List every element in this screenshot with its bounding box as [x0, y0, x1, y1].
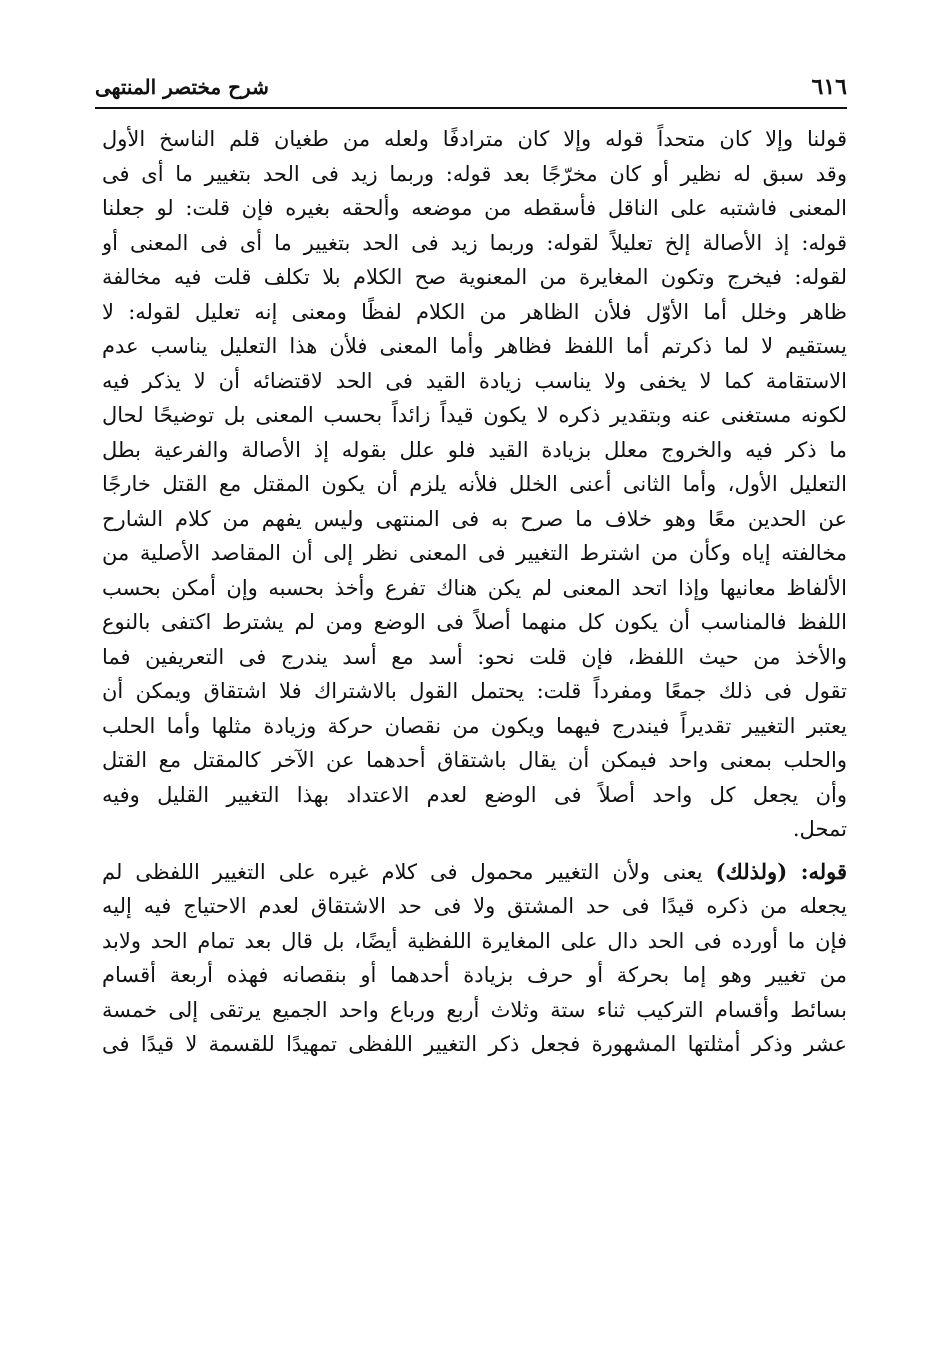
page-number: ٦١٦: [811, 74, 847, 100]
text-line: يستقيم لا لما ذكرتم أما اللفظ فظاهر وأما المعنى فلأن هذا التعليل يناسب عدم: [102, 334, 847, 358]
text-line: تقول فى ذلك جمعًا ومفرداً قلت: يحتمل القول بالاشتراك فلا اشتقاق ويمكن أن: [102, 679, 847, 703]
text-line: تمحل.: [792, 817, 847, 841]
text-line: ما ذكر فيه والخروج معلل بزيادة القيد فلو علل بقوله إذ الأصالة والفرعية بطل: [102, 437, 847, 462]
text-line: يجعله من ذكره قيدًا فى حد المشتق ولا فى حد الاشتقاق لعدم الاحتياج فيه إليه: [102, 894, 847, 918]
paragraph-1: [102, 122, 847, 847]
page-header: [95, 70, 847, 104]
body-text: [102, 122, 847, 1062]
text-line: وأن يجعل كل واحد أصلاً فى الوضع لعدم الاعتداد بهذا التغيير القليل وفيه: [102, 782, 847, 807]
paragraph-gap: [102, 847, 847, 855]
text-line: من تغيير وهو إما بحركة أو حرف بزيادة أحدهما أو بنقصانه فهذه أربعة أقسام: [102, 963, 847, 987]
text-line: اللفظ فالمناسب أن يكون كل منهما أصلاً فى الوضع ومن لم يشترط اكتفى بالنوع: [102, 610, 847, 634]
text-line: قولنا وإلا كان متحداً قوله وإلا كان مترادفًا ولعله من طغيان قلم الناسخ الأول: [102, 127, 847, 151]
paragraph-lead-label: قوله: (ولذلك): [715, 858, 847, 884]
text-line: يعتبر التغيير تقديراً فيندرج فيهما ويكون من نقصان حركة وزيادة مثلها وأما الحلب: [102, 713, 847, 738]
header-divider: [95, 107, 847, 109]
text-line-with-lead: [102, 855, 847, 890]
text-line: عن الحدين معًا وهو خلاف ما صرح به فى المنتهى وليس يفهم من كلام الشارح: [102, 506, 847, 531]
paragraph-2: [102, 855, 847, 1062]
text-line: لقوله: فيخرج وتكون المغايرة من المعنوية صح الكلام بلا تكلف قلت فيه مخالفة: [102, 265, 847, 289]
first-line-rest: يعنى ولأن التغيير محمول فى كلام غيره على التغيير اللفظى لم: [102, 859, 716, 884]
text-line: الألفاظ معانيها وإذا اتحد المعنى لم يكن هناك تفرع وأخذ بحسبه وإن أمكن بحسب: [102, 575, 847, 600]
text-line: المعنى فاشتبه على الناقل فأسقطه من موضعه وألحقه بغيره فإن قلت: لو جعلنا: [102, 196, 847, 220]
text-line: ظاهر وخلل أما الأوّل فلأن الظاهر من الكلام لفظًا ومعنى إنه تعليل لقوله: لا: [102, 299, 847, 324]
text-line: والحلب بمعنى واحد فيمكن أن يقال باشتقاق أحدهما عن الآخر كالمقتل مع القتل: [102, 748, 847, 772]
text-line: عشر وذكر أمثلتها المشهورة فجعل ذكر التغيير اللفظى تمهيدًا للقسمة لا قيدًا فى: [102, 1032, 847, 1056]
text-line: فإن ما أورده فى الحد دال على المغايرة اللفظية أيضًا، بل قال بعد تمام الحد ولابد: [102, 928, 847, 953]
text-line: وقد سبق له نظير أو كان مخرّجًا بعد قوله: وربما زيد فى الحد بتغيير ما أى فى: [102, 161, 847, 186]
text-line: الاستقامة كما لا يخفى ولا يناسب زيادة القيد فى الحد لاقتضائه أن لا يذكر فيه: [102, 368, 847, 393]
text-line: بسائط وأقسام التركيب ثناء ستة وثلاث أربع ورباع واحد الجميع يرتقى إلى خمسة: [102, 997, 847, 1022]
text-line: لكونه مستغنى عنه وبتقدير ذكره لا يكون قيداً زائداً بحسب المعنى بل توضيحًا لحال: [102, 403, 847, 427]
text-line: قوله: إذ الأصالة إلخ تعليلاً لقوله: وربما زيد فى الحد بتغيير ما أى فى المعنى أو: [102, 230, 847, 255]
running-title: شرح مختصر المنتهى: [95, 75, 269, 99]
text-line: مخالفته إياه وكأن من اشترط التغيير فى المعنى نظر إلى أن المقاصد الأصلية من: [102, 541, 847, 565]
text-line: والأخذ من حيث اللفظ، فإن قلت نحو: أسد مع أسد يندرج فى التعريفين فما: [102, 644, 847, 669]
text-line: التعليل الأول، وأما الثانى أعنى الخلل فلأنه يلزم أن يكون المقتل مع القتل خارجًا: [102, 472, 847, 496]
